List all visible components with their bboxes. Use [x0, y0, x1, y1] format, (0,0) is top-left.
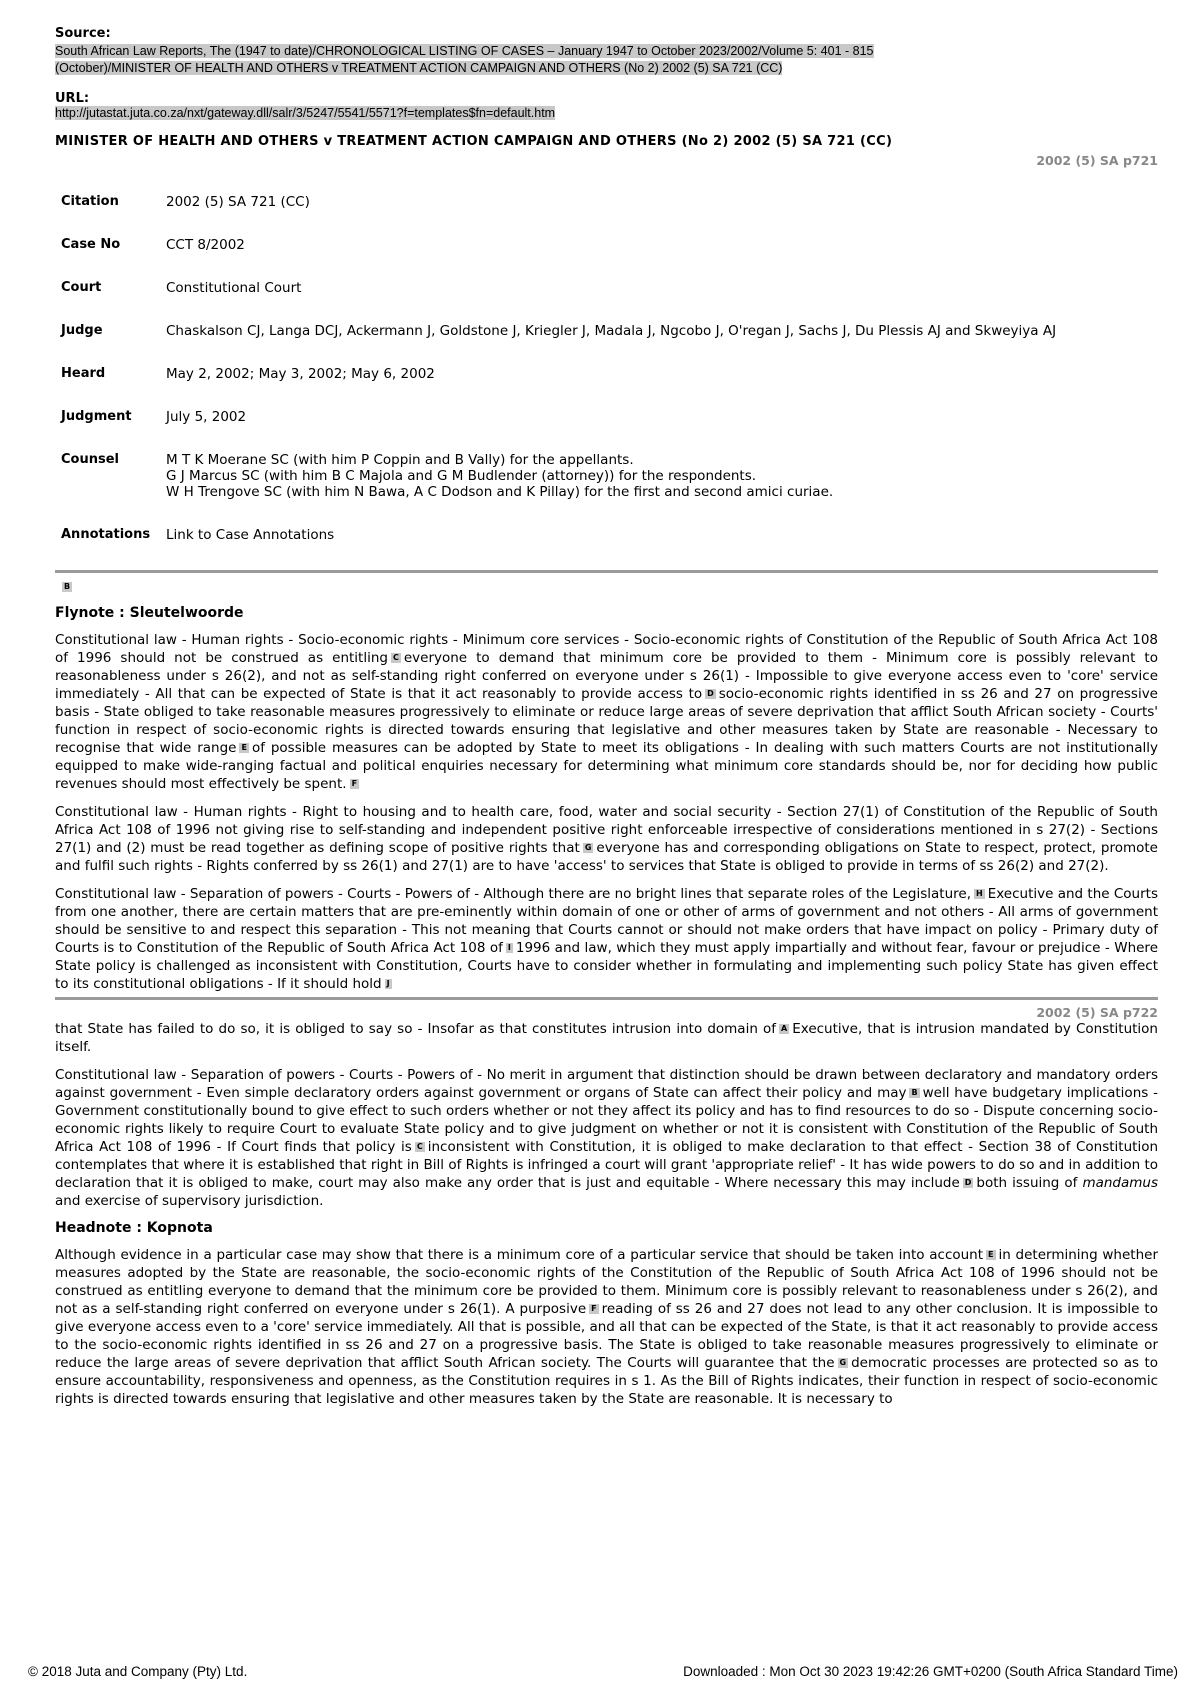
- footer-copyright: © 2018 Juta and Company (Pty) Ltd.: [28, 1664, 248, 1679]
- meta-row-counsel: [61, 452, 1056, 527]
- margin-letter: G: [584, 843, 592, 852]
- meta-row-heard: [61, 366, 1056, 409]
- meta-key: Annotations: [61, 527, 151, 542]
- meta-row-case-no: [61, 237, 1056, 280]
- meta-key: Court: [61, 280, 102, 295]
- margin-letter: C: [392, 653, 399, 662]
- meta-value: July 5, 2002: [166, 409, 247, 425]
- source-label: Source:: [55, 26, 111, 41]
- margin-letter: F: [591, 1304, 597, 1313]
- meta-row-annotations: [61, 527, 1056, 570]
- meta-value: 2002 (5) SA 721 (CC): [166, 194, 310, 210]
- margin-letter: G: [839, 1358, 847, 1367]
- headnote-paragraph: Although evidence in a particular case may show that there is a minimum core of a particular service that should be taken into account E in determining whether measures adopted by the State are reasonable, the socio-economic rights of the Constitution of the Republic of South Africa Act 108 of 1996 should not be construed as entitling everyone to demand that the minimum core be provided to them. Minimum core is possibly relevant to reasonableness under s 26(2), and not as a self-standing right conferred on everyone under s 26(1). A purposive F reading of ss 26 and 27 does not lead to any other conclusion. It is impossible to give everyone access even to a 'core' service immediately. All that is possible, and all that can be expected of the State, is that it act reasonably to provide access to the socio-economic rights identified in ss 26 and 27 on a progressive basis. The State is obliged to take reasonable measures progressively to eliminate or reduce the large areas of severe deprivation that afflict South African society. The Courts will guarantee that the G democratic processes are protected so as to ensure accountability, responsiveness and openness, as the Constitution requires in s 1. As the Bill of Rights indicates, their function in respect of socio-economic rights is directed towards ensuring that legislative and other measures taken by the State are reasonable. It is necessary to: [55, 1247, 1158, 1407]
- case-title: MINISTER OF HEALTH AND OTHERS v TREATMENT ACTION CAMPAIGN AND OTHERS (No 2) 2002 (5) SA 721 (CC): [55, 134, 893, 149]
- meta-key: Case No: [61, 237, 121, 252]
- flynote-paragraph-4: that State has failed to do so, it is obliged to say so - Insofar as that constitutes intrusion into domain of A Executive, that is intrusion mandated by Constitution itself.: [55, 1021, 1158, 1055]
- flynote-paragraph-2: Constitutional law - Human rights - Right to housing and to health care, food, water and social security - Section 27(1) of Constitution of the Republic of South Africa Act 108 of 1996 not giving rise to self-standing and independent positive right enforceable irrespective of considerations mentioned in s 27(2) - Sections 27(1) and (2) must be read together as defining scope of positive rights that G everyone has and corresponding obligations on State to respect, protect, promote and fulfil such rights - Rights conferred by ss 26(1) and 27(1) are to have 'access' to services that State is obliged to provide in terms of ss 26(2) and 27(2).: [55, 804, 1158, 874]
- meta-key: Citation: [61, 194, 119, 209]
- margin-letter: J: [386, 979, 390, 988]
- margin-letter: F: [351, 779, 358, 788]
- headnote-heading: Headnote : Kopnota: [55, 1220, 213, 1236]
- meta-row-court: [61, 280, 1056, 323]
- annotations-link[interactable]: Link to Case Annotations: [166, 527, 335, 543]
- meta-key: Counsel: [61, 452, 119, 467]
- meta-row-judge: [61, 323, 1056, 366]
- meta-value: [166, 452, 1056, 527]
- margin-letter: B: [64, 581, 71, 591]
- margin-letter: D: [964, 1178, 972, 1187]
- meta-key: Judge: [61, 323, 103, 338]
- divider: [55, 570, 1158, 573]
- flynote-paragraph-3: Constitutional law - Separation of powers - Courts - Powers of - Although there are no bright lines that separate roles of the Legislature, H Executive and the Courts from one another, there are certain matters that are pre-eminently within domain of one or other of arms of government and not others - All arms of government should be sensitive to and respect this separation - This not meaning that Courts cannot or should not make orders that have impact on policy - Primary duty of Courts is to Constitution of the Republic of South Africa Act 108 of I 1996 and law, which they must apply impartially and without fear, favour or prejudice - Where State policy is challenged as inconsistent with Constitution, Courts have to consider whether in formulating and implementing such policy State has given effect to its constitutional obligations - If it should hold J: [55, 886, 1158, 992]
- source-line-1: South African Law Reports, The (1947 to date)/CHRONOLOGICAL LISTING OF CASES – January 1947 to October 2023/2002/Volume 5: 401 - 815: [55, 44, 874, 58]
- meta-row-citation: [61, 194, 1056, 237]
- margin-letter: C: [416, 1142, 423, 1151]
- flynote-paragraph-1: Constitutional law - Human rights - Socio-economic rights - Minimum core services - Socio-economic rights of Constitution of the Republic of South Africa Act 108 of 1996 should not be construed as entitling C everyone to demand that minimum core be provided to them - Minimum core is possibly relevant to reasonableness under s 26(2), and not as self-standing right conferred on everyone under s 26(1) - Impossible to give everyone access even to 'core' service immediately - All that can be expected of State is that it act reasonably to provide access to D socio-economic rights identified in ss 26 and 27 on progressive basis - State obliged to take reasonable measures progressively to eliminate or reduce large areas of severe deprivation that afflict South African society - Courts' function in respect of socio-economic rights is directed towards ensuring that legislative and other measures taken by State are reasonable - Necessary to recognise that wide range E of possible measures can be adopted by State to meet its obligations - In dealing with such matters Courts are not institutionally equipped to make wide-ranging factual and political enquiries necessary for determining what minimum core standards should be, nor for deciding how public revenues should most effectively be spent. F: [55, 632, 1159, 792]
- document-page: [55, 26, 1158, 1418]
- margin-letter: D: [707, 689, 714, 698]
- counsel-line-3: W H Trengove SC (with him N Bawa, A C Dodson and K Pillay) for the first and second amici curiae.: [166, 484, 834, 500]
- meta-row-judgment: [61, 409, 1056, 452]
- page-ref-722: 2002 (5) SA p722: [1036, 1005, 1158, 1020]
- margin-letter: I: [507, 943, 511, 952]
- url-text[interactable]: [55, 106, 1158, 120]
- meta-value: Chaskalson CJ, Langa DCJ, Ackermann J, Goldstone J, Kriegler J, Madala J, Ngcobo J, O'regan J, Sachs J, Du Plessis AJ and Skweyiya AJ: [166, 323, 1057, 339]
- margin-letter: B: [911, 1088, 918, 1097]
- meta-value: Constitutional Court: [166, 280, 302, 296]
- meta-value: CCT 8/2002: [166, 237, 245, 253]
- page-divider: [55, 997, 1158, 1000]
- margin-letter: A: [781, 1024, 788, 1033]
- flynote-heading: Flynote : Sleutelwoorde: [55, 605, 244, 621]
- meta-value: May 2, 2002; May 3, 2002; May 6, 2002: [166, 366, 435, 382]
- url-label: URL:: [55, 91, 90, 106]
- page-ref-721: 2002 (5) SA p721: [1036, 153, 1158, 168]
- source-text: [55, 43, 1158, 77]
- counsel-line-2: G J Marcus SC (with him B C Majola and G M Budlender (attorney)) for the respondents.: [166, 468, 757, 484]
- source-line-2: (October)/MINISTER OF HEALTH AND OTHERS v TREATMENT ACTION CAMPAIGN AND OTHERS (No 2) 2002 (5) SA 721 (CC): [55, 61, 783, 75]
- margin-letter: H: [975, 889, 983, 898]
- meta-key: Heard: [61, 366, 106, 381]
- counsel-line-1: M T K Moerane SC (with him P Coppin and B Vally) for the appellants.: [166, 452, 634, 468]
- flynote-paragraph-5: Constitutional law - Separation of powers - Courts - Powers of - No merit in argument that distinction should be drawn between declaratory and mandatory orders against government - Even simple declaratory orders against government or organs of State can affect their policy and may B well have budgetary implications - Government constitutionally bound to give effect to such orders whether or not they affect its policy and has to find resources to do so - Dispute concerning socio-economic rights likely to require Court to evaluate State policy and to give judgment on whether or not it is consistent with Constitution of the Republic of South Africa Act 108 of 1996 - If Court finds that policy is C inconsistent with Constitution, it is obliged to make declaration to that effect - Section 38 of Constitution contemplates that where it is established that right in Bill of Rights is infringed a court will grant 'appropriate relief' - It has wide powers to do so and in addition to declaration that it is obliged to make, court may also make any order that is just and equitable - Where necessary this may include D both issuing of mandamus and exercise of supervisory jurisdiction.: [55, 1067, 1159, 1209]
- margin-letter: E: [241, 743, 247, 752]
- case-meta-table: [61, 194, 1056, 570]
- footer-downloaded: Downloaded : Mon Oct 30 2023 19:42:26 GMT+0200 (South Africa Standard Time): [683, 1664, 1178, 1679]
- meta-key: Judgment: [61, 409, 132, 424]
- margin-letter: E: [988, 1250, 994, 1259]
- url-link[interactable]: http://jutastat.juta.co.za/nxt/gateway.dll/salr/3/5247/5541/5571?f=templates$fn=default.htm: [55, 106, 556, 120]
